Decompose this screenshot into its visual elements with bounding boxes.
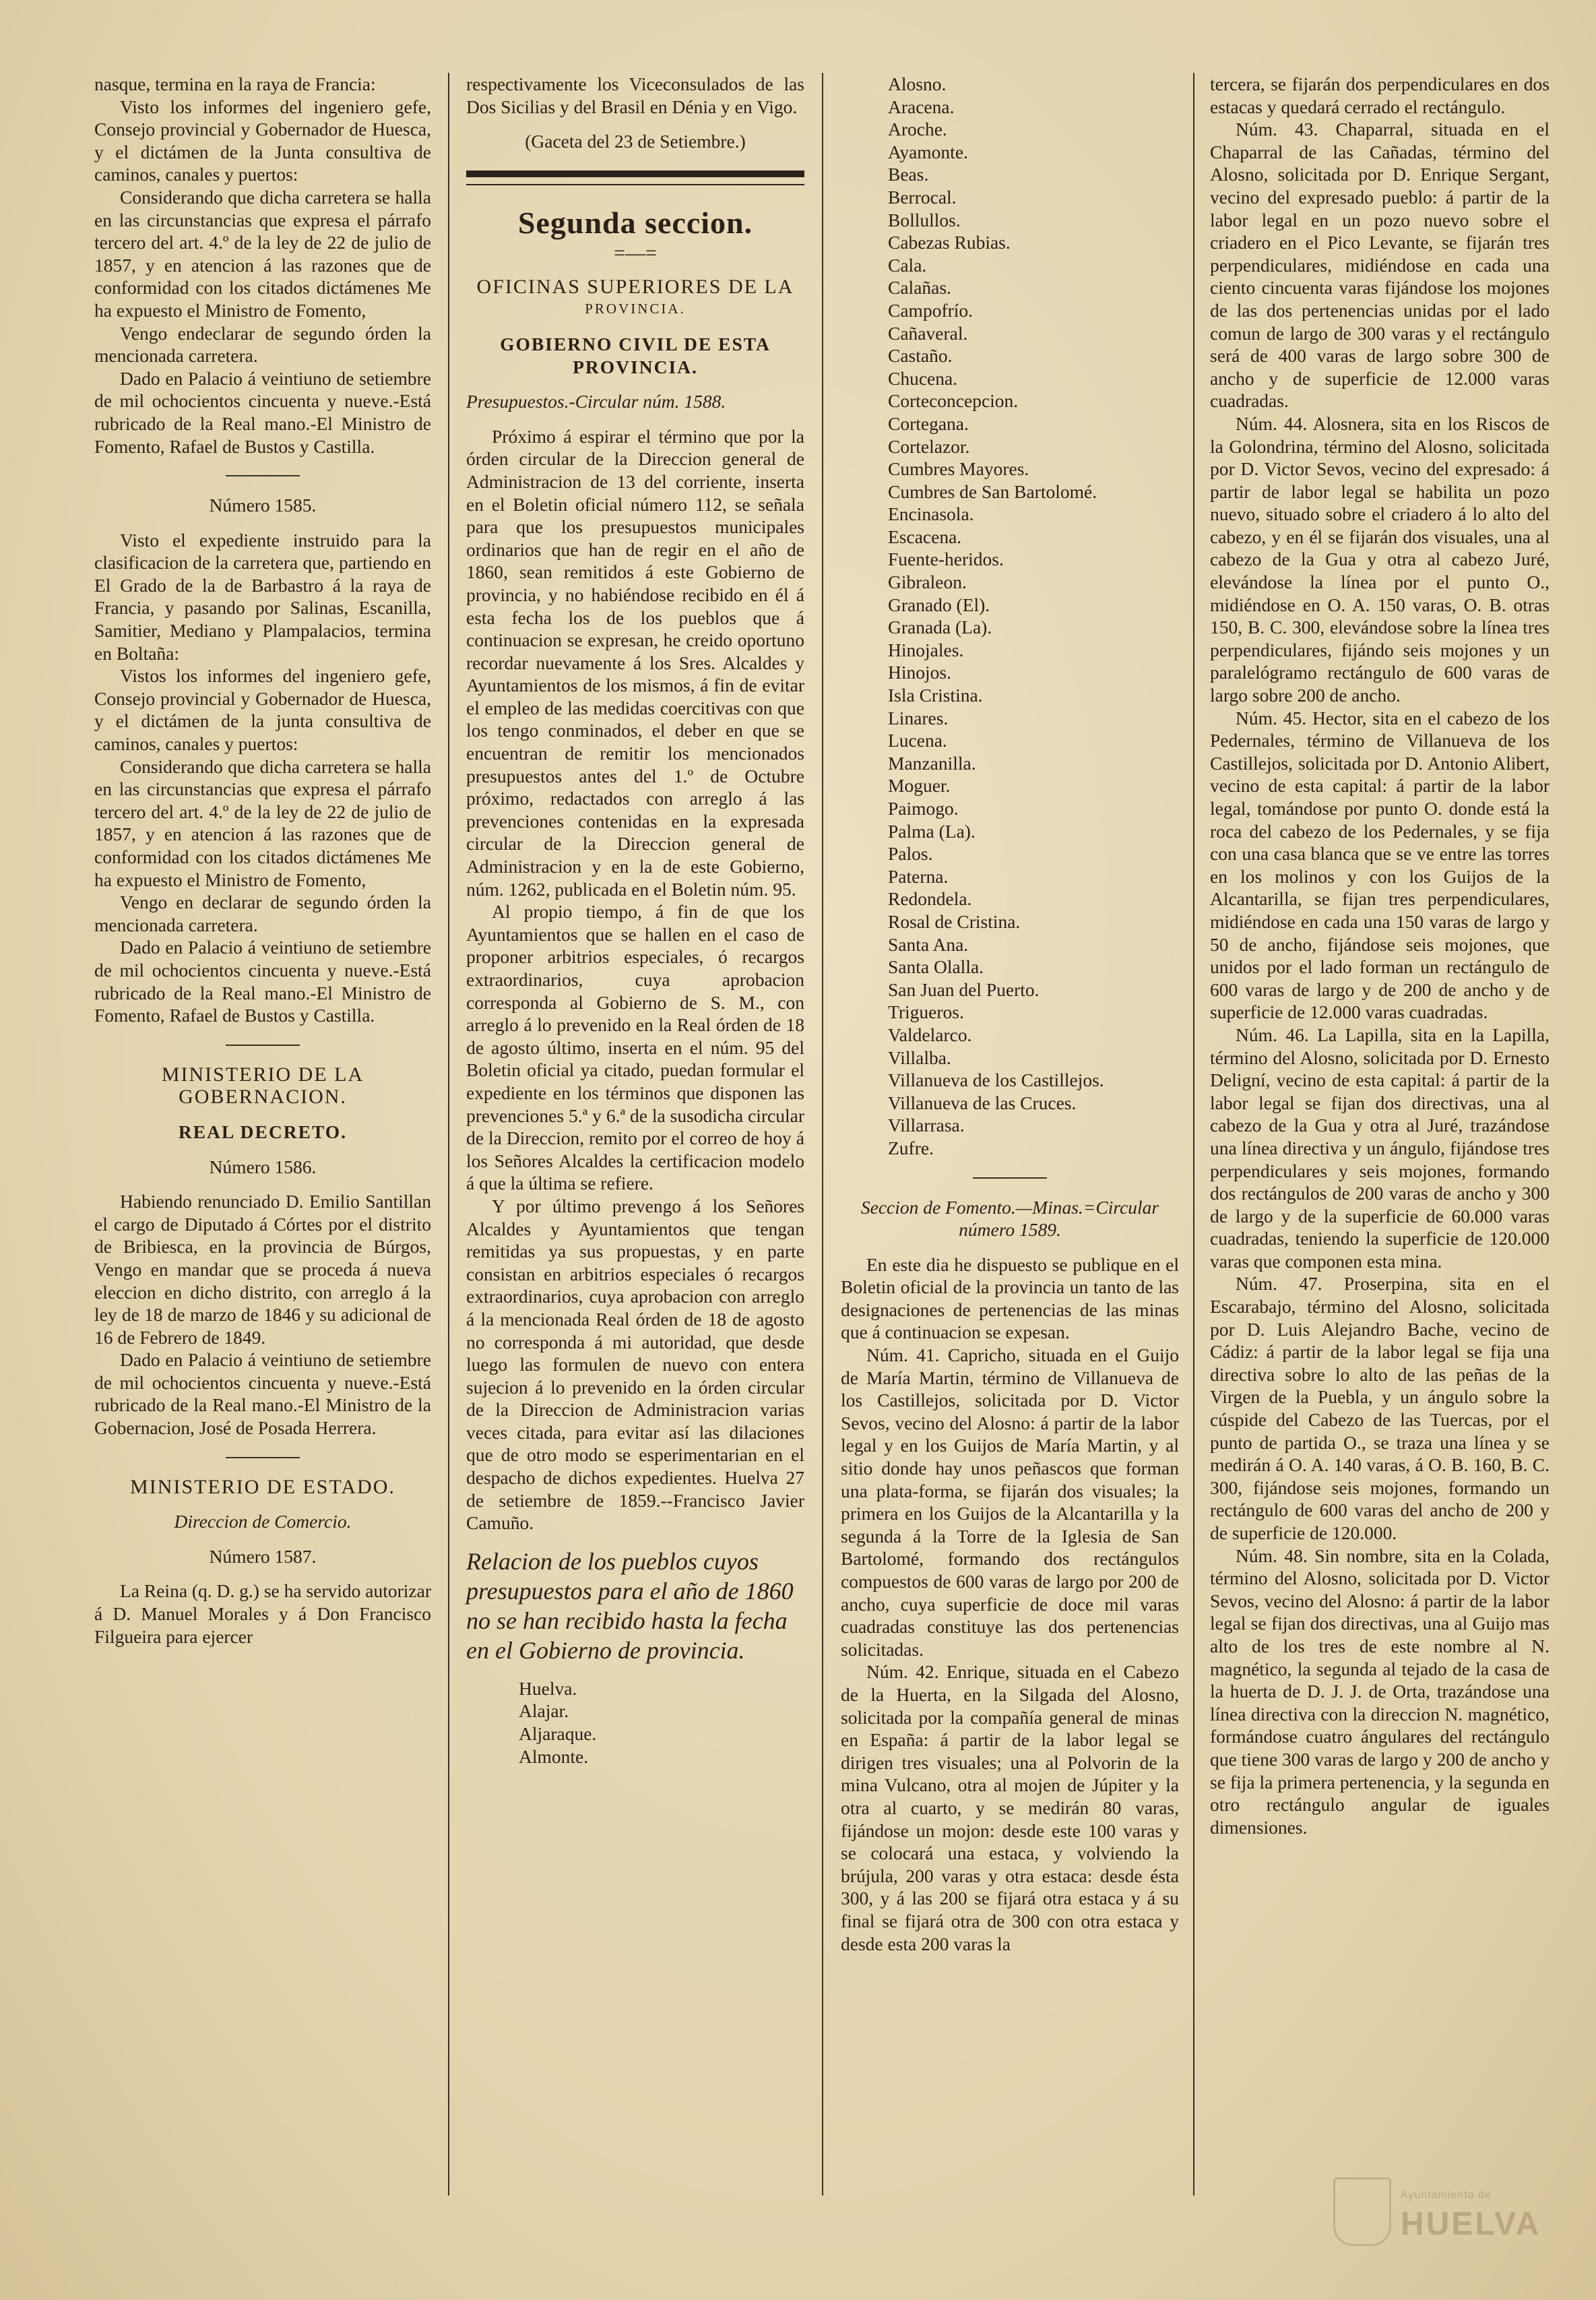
- list-item: Cortegana.: [888, 412, 969, 434]
- list-item: Cala.: [888, 254, 927, 276]
- column-rule: [448, 73, 449, 2196]
- section-heading: OFICINAS SUPERIORES DE LA: [476, 275, 794, 298]
- list-item: Chucena.: [888, 367, 958, 389]
- divider: [973, 1177, 1047, 1179]
- list-item: Santa Ana.: [888, 933, 969, 955]
- paragraph: Núm. 46. La Lapilla, sita en la Lapilla, término del Alosno, solicitada por D. Ernesto Deligní, vecino de esta capital: á partir de la labor legal se fijan dos directivas, una al cabezo de la Gua y otra al Juré, trazándose una línea directiva y un ángulo, fijándose tres perpendiculares y seis mojones, formando dos rectángulos de 200 varas de ancho y 300 de largo y de la superficie de 60.000 varas cuadradas, teniendo la superficie de 120.000 varas que componen esta mina.: [1210, 1024, 1550, 1272]
- decree-number: Número 1587.: [209, 1545, 317, 1567]
- paragraph: Núm. 43. Chaparral, situada en el Chaparral de las Cañadas, término del Alosno, solicitada por D. Enrique Sergant, vecino del expresado pueblo: á partir de la labor legal en un pozo nuevo sobre el criadero en el Pico Levante, se fijarán tres perpendiculares, midiéndose en cada una ciento cincuenta varas fijándose los mojones de las dos pertenencias unidas por el lado comun de largo de 300 varas y el rectángulo será de 400 varas de largo sobre 300 de ancho y de superficie de 12.000 varas cuadradas.: [1210, 119, 1550, 412]
- watermark-name: HUELVA: [1401, 2206, 1541, 2242]
- list-item: Moguer.: [888, 775, 951, 797]
- list-item: Cumbres de San Bartolomé.: [888, 480, 1097, 502]
- list-item: Hinojos.: [888, 662, 951, 683]
- divider: [226, 1457, 300, 1458]
- town-list: [466, 1677, 804, 1768]
- paragraph: Visto los informes del ingeniero gefe, Consejo provincial y Gobernador de Huesca, y el dictámen de la Junta consultiva de caminos, canales y puertos:: [94, 96, 431, 185]
- paragraph: Núm. 47. Proserpina, sita en el Escarabajo, término del Alosno, solicitada por D. Luis Alejandro Bache, vecino de Cádiz: á partir de la labor legal se fija una directiva sobre lo alto de las peñas de la Virgen de la Puebla, y un ángulo sobre la cúspide del Cabezo de las Tuercas, por el punto de partida O., se traza una línea y se medirán á O. A. 140 varas, á O. B. 160, B. C. 300, fijándose seis mojones, formando un rectángulo de 600 varas del ancho de 200 y de superficie de 120.000.: [1210, 1273, 1550, 1543]
- town-list: [841, 73, 1179, 1160]
- paragraph: Dado en Palacio á veintiuno de setiembre de mil ochocientos cincuenta y nueve.-Está rubricado de la Real mano.-El Ministro de Fomento, Rafael de Bustos y Castilla.: [94, 367, 431, 457]
- paragraph: Visto el expediente instruido para la clasificacion de la carretera que, partiendo en El Grado de la de Barbastro á la raya de Francia, y pasando por Salinas, Escanilla, Samitier, Mediano y Plampalacios, termina en Boltaña:: [94, 529, 431, 664]
- column-1: [94, 73, 431, 1648]
- list-item: Gibraleon.: [888, 571, 967, 593]
- paragraph: Dado en Palacio á veintiuno de setiembre de mil ochocientos cincuenta y nueve.-Está rubricado de la Real mano.-El Ministro de Fomento, Rafael de Bustos y Castilla.: [94, 937, 431, 1026]
- section-heading: PROVINCIA.: [585, 301, 686, 317]
- paragraph: En este dia he dispuesto se publique en el Boletin oficial de la provincia un tanto de las designaciones de pertenencias de las minas que á continuacion se expesan.: [841, 1253, 1179, 1343]
- paragraph: Considerando que dicha carretera se halla en las circunstancias que expresa el párrafo tercero del art. 4.º de la ley de 22 de julio de 1857, y en atencion á las razones que de conformidad con los citados dictámenes Me ha expuesto el Ministro de Fomento,: [94, 755, 431, 890]
- divider: [226, 1045, 300, 1046]
- paragraph: La Reina (q. D. g.) se ha servido autorizar á D. Manuel Morales y á Don Francisco Filgueira para ejercer: [94, 1580, 431, 1647]
- list-item: Alajar.: [519, 1700, 569, 1722]
- list-item: Corteconcepcion.: [888, 390, 1019, 412]
- watermark-subtitle: Ayuntamiento de: [1401, 2189, 1492, 2201]
- list-item: Bollullos.: [888, 209, 961, 230]
- column-2: [466, 73, 804, 1768]
- list-item: Valdelarco.: [888, 1024, 972, 1045]
- paragraph: Y por último prevengo á los Señores Alcaldes y Ayuntamientos que tengan remitidas ya sus propuestas, y en parte consistan en arbitrios especiales ó recargos extraordinarios, cuya aprobacion con arreglo á la mencionada Real órden de 18 de agosto no corresponda á mi autoridad, que desde luego las formulen de nuevo con entera sujecion á lo prevenido en la órden circular de la Direccion de Administracion varias veces citada, para evitar así las dilaciones que de otro modo se esperimentarian en el despacho de dichos expedientes. Huelva 27 de setiembre de 1859.--Francisco Javier Camuño.: [466, 1195, 804, 1534]
- paragraph: Núm. 44. Alosnera, sita en los Riscos de la Golondrina, término del Alosno, solicitada por D. Victor Sevos, vecino del expresado: á partir de labor legal se habilita un pozo nuevo, situado sobre el criadero á lo alto del cabezo, y en él se fijarán dos visuales, una al cabezo de la Gua y otra al cabezo Juré, elevándose la línea por el punto O., midiéndose en O. A. 150 varas, O. B. otras 150, B. C. 300, elevándose sobre la línea tres perpendiculares, fijándo seis mojones y un paralelógramo rectángulo de 600 varas de largo sobre 200 de ancho.: [1210, 412, 1550, 706]
- paragraph: Próximo á espirar el término que por la órden circular de la Direccion general de Administracion de 13 del corriente, inserta en el Boletin oficial número 112, se señala para que los presupuestos municipales ordinarios que han de regir en el año de 1860, sean remitidos á este Gobierno de provincia, y no habiéndose recibido en él á esta fecha los de los pueblos que á continuacion se expresan, he creido oportuno recordar nuevamente á los Sres. Alcaldes y Ayuntamientos de los mismos, á fin de evitar el empleo de las medidas coercitivas con que los tengo conminados, el deber en que se encuentran de remitir los mencionados presupuestos antes del 1.º de Octubre próximo, redactados con arreglo á las prevenciones contenidas en la expresada circular de la Direccion general de Administracion y en la de este Gobierno, núm. 1262, publicada en el Boletin núm. 95.: [466, 425, 804, 900]
- list-item: Fuente-heridos.: [888, 549, 1004, 570]
- coat-of-arms-icon: [1333, 2177, 1391, 2246]
- list-item: Aljaraque.: [519, 1723, 597, 1745]
- list-item: Cañaveral.: [888, 322, 968, 344]
- list-item: Palma (La).: [888, 820, 976, 842]
- paragraph: Considerando que dicha carretera se halla en las circunstancias que expresa el párrafo tercero del art. 4.º de la ley de 22 de julio de 1857, y en atencion á las razones que de conformidad con los citados dictámenes Me ha expuesto el Ministro de Fomento,: [94, 186, 431, 321]
- divider: [466, 184, 804, 185]
- section-heading: MINISTERIO DE ESTADO.: [130, 1475, 395, 1498]
- subsection-heading: Direccion de Comercio.: [174, 1511, 352, 1532]
- list-item: Cabezas Rubias.: [888, 232, 1011, 253]
- list-item: Escacena.: [888, 526, 962, 547]
- column-rule: [822, 73, 823, 2196]
- list-item: Redondela.: [888, 888, 972, 910]
- decree-number: Número 1586.: [209, 1156, 317, 1177]
- list-item: Villanueva de los Castillejos.: [888, 1069, 1104, 1091]
- list-item: Lucena.: [888, 730, 947, 751]
- list-item: Calañas.: [888, 277, 951, 299]
- list-item: Villarrasa.: [888, 1115, 965, 1136]
- list-item: Palos.: [888, 843, 933, 865]
- paragraph: Núm. 42. Enrique, situada en el Cabezo de la Huerta, en la Silgada del Alosno, solicitada por la compañía general de minas en España: á partir de la labor legal se dirigen tres visuales; una al Polvorin de la mina Vulcano, otra al mojen de Júpiter y la otra al cuarto, y se medirán 80 varas, fijándose un mojon: desde este 100 varas y se colocará una estaca, y volviendo la brújula, 200 varas y otra estaca: desde ésta 300, y á las 200 se fijará otra estaca y á su final se fijará otra de 300 con otra estaca y desde esta 200 varas la: [841, 1661, 1179, 1954]
- list-item: Rosal de Cristina.: [888, 910, 1021, 932]
- paragraph: respectivamente los Viceconsulados de las Dos Sicilias y del Brasil en Dénia y en Vigo.: [466, 73, 804, 117]
- list-item: Almonte.: [519, 1745, 589, 1767]
- list-item: Ayamonte.: [888, 141, 968, 162]
- section-title: Segunda seccion.: [517, 205, 753, 240]
- list-item: Zufre.: [888, 1137, 934, 1158]
- subsection-heading: REAL DECRETO.: [178, 1121, 348, 1142]
- list-item: Alosno.: [888, 73, 947, 94]
- list-item: Granada (La).: [888, 617, 992, 638]
- list-item: Paimogo.: [888, 798, 959, 819]
- paragraph: Núm. 41. Capricho, situada en el Guijo de María Martin, término de Villanueva de los Castillejos, solicitada por D. Victor Sevos, vecino del Alosno: á partir de la labor legal y en los Guijos de María Martin, y al sitio donde hay unos peñascos que forman una plata-forma, se fijarán dos visuales; la primera en los Guijos de la Alcantarilla y la segunda á la Torre de la Iglesia de San Bartolomé, formando dos rectángulos compuestos de 600 varas de largo por 200 de ancho, cuya superficie de doce mil varas cuadradas constituye las dos pertenencias solicitadas.: [841, 1344, 1179, 1660]
- list-item: Santa Olalla.: [888, 956, 984, 978]
- paragraph: Núm. 45. Hector, sita en el cabezo de los Pedernales, término de Villanueva de los Castillejos, solicitada por D. Antonio Alibert, vecino de esta capital: á partir de la labor legal, tomándose por punto O. donde está la roca del cabezo de los Pedernales, y se fija con una casa blanca que se ve entre las torres en los molinos y con los Guijos de la Alcantarilla, se fijan tres perpendiculares, midiéndose en cada una 150 varas de largo y 50 de ancho, fijándose seis mojones, que unidos por el lado forman un rectángulo de 600 varas de largo y de 200 de ancho y de superficie de 12.000 varas cuadradas.: [1210, 707, 1550, 1023]
- circular-heading: Presupuestos.-Circular núm. 1588.: [466, 391, 726, 412]
- column-3: [841, 73, 1179, 1955]
- list-item: Aroche.: [888, 119, 947, 140]
- list-item: Villanueva de las Cruces.: [888, 1092, 1077, 1113]
- paragraph: Vistos los informes del ingeniero gefe, Consejo provincial y Gobernador de Huesca, y el dictámen de la junta consultiva de caminos, canales y puertos:: [94, 665, 431, 755]
- paragraph: Al propio tiempo, á fin de que los Ayuntamientos que se hallen en el caso de proponer arbitrios especiales, ó recargos extraordinarios, cuya aprobacion corresponda al Gobierno de S. M., con arreglo á lo prevenido en la Real órden de 18 de agosto último, inserta en el núm. 95 del Boletin oficial ya citado, puedan formular el expediente en los términos que disponen las prevenciones 5.ª y 6.ª de la susodicha circular de la Direccion, remito por el correo de hoy á los Señores Alcaldes la certificacion modelo á que la última se refiere.: [466, 901, 804, 1194]
- ornament: =—=: [614, 241, 657, 264]
- divider: [466, 170, 804, 177]
- subsection-heading: GOBIERNO CIVIL DE ESTA PROVINCIA.: [500, 333, 771, 377]
- paragraph: tercera, se fijarán dos perpendiculares en dos estacas y quedará cerrado el rectángulo.: [1210, 73, 1550, 117]
- list-item: Paterna.: [888, 865, 949, 887]
- list-item: Trigueros.: [888, 1001, 964, 1023]
- list-item: Hinojales.: [888, 639, 964, 660]
- list-item: Campofrío.: [888, 299, 973, 321]
- archive-watermark: [1333, 2172, 1549, 2253]
- list-item: Cortelazor.: [888, 435, 970, 457]
- source-note: (Gaceta del 23 de Setiembre.): [525, 131, 746, 152]
- list-heading: Relacion de los pueblos cuyos presupuestos para el año de 1860 no se han recibido hasta la fecha en el Gobierno de provincia.: [466, 1547, 794, 1664]
- list-item: Manzanilla.: [888, 752, 976, 774]
- list-item: Linares.: [888, 707, 949, 728]
- decree-number: Número 1585.: [209, 495, 317, 516]
- column-rule: [1193, 73, 1194, 2196]
- section-heading: MINISTERIO DE LA GOBERNACION.: [161, 1063, 364, 1109]
- list-item: Huelva.: [519, 1677, 577, 1699]
- list-item: Granado (El).: [888, 594, 990, 615]
- paragraph: Vengo en declarar de segundo órden la mencionada carretera.: [94, 892, 431, 935]
- list-item: Beas.: [888, 164, 929, 185]
- list-item: Cumbres Mayores.: [888, 458, 1029, 480]
- list-item: Aracena.: [888, 96, 955, 117]
- circular-heading: Seccion de Fomento.—Minas.=Circular número 1589.: [860, 1196, 1159, 1241]
- list-item: Berrocal.: [888, 186, 957, 208]
- paragraph: Habiendo renunciado D. Emilio Santillan el cargo de Diputado á Córtes por el distrito de Bribiesca, en la provincia de Búrgos, Vengo en mandar que se proceda á nueva eleccion en dicho distrito, con arreglo á la ley de 18 de marzo de 1846 y su adicional de 16 de Febrero de 1849.: [94, 1191, 431, 1348]
- list-item: Castaño.: [888, 345, 953, 367]
- list-item: San Juan del Puerto.: [888, 978, 1040, 1000]
- list-item: Encinasola.: [888, 503, 974, 525]
- column-4: [1210, 73, 1550, 1838]
- divider: [226, 475, 300, 476]
- list-item: Isla Cristina.: [888, 685, 983, 706]
- paragraph: Dado en Palacio á veintiuno de setiembre de mil ochocientos cincuenta y nueve.-Está rubricado de la Real mano.-El Ministro de la Gobernacion, José de Posada Herrera.: [94, 1349, 431, 1439]
- list-item: Villalba.: [888, 1047, 951, 1068]
- paragraph: nasque, termina en la raya de Francia:: [94, 73, 376, 94]
- paragraph: Vengo endeclarar de segundo órden la mencionada carretera.: [94, 322, 431, 367]
- paragraph: Núm. 48. Sin nombre, sita en la Colada, término del Alosno, solicitada por D. Victor Sevos, vecino del Alosno: á partir de la labor legal se fijan dos directivas, una al Guijo mas alto de los tres de este nombre al N. magnético, la segunda al tejado de la casa de la huerta de D. J. J. de Orta, trazándose una línea directiva con la direccion N. magnético, formándose cuatro ángulares del rectángulo que tiene 300 varas de largo y 200 de ancho y se fija la primera pertenencia, y la segunda en otro rectángulo angular de iguales dimensiones.: [1210, 1545, 1550, 1838]
